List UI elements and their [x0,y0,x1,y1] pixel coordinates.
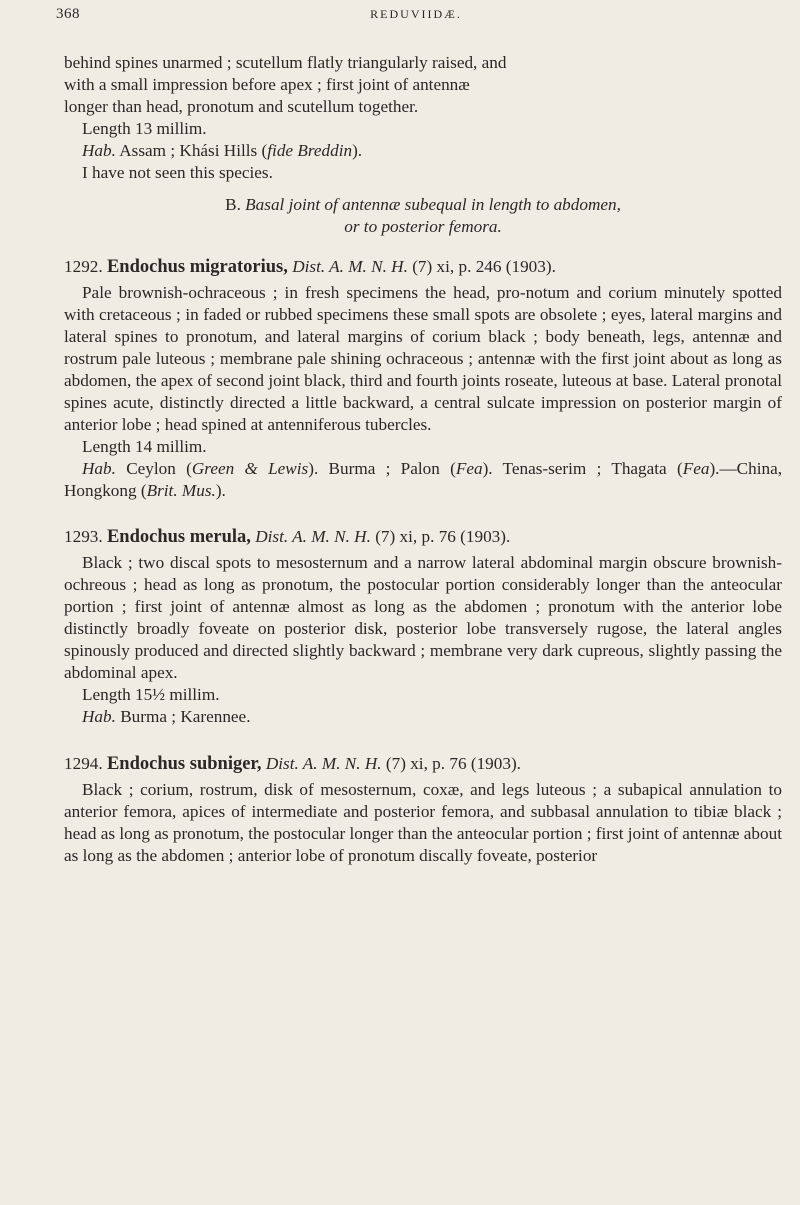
body-text [64,52,782,867]
hab-label: Hab. [82,141,116,160]
species-name: Endochus migratorius, [106,257,288,277]
intro-line: behind spines unarmed ; scutellum flatly triangularly raised, and [64,53,507,72]
species-description: Black ; corium, rostrum, disk of mesosternum, coxæ, and legs luteous ; a subapical annulation to anterior femora, apices of intermediate and posterior femora, and subbasal annulation to tibiæ black ; head as long as pronotum, the postocular longer than the anteocular portion ; first joint of antennæ about as long as the abdomen ; anterior lobe of pronotum discally foveate, posterior [64,780,782,865]
page-header [56,6,776,28]
species-description: Black ; two discal spots to mesosternum and a narrow lateral abdominal margin obscure brownish-ochreous ; head as long as pronotum, the postocular portion considerably longer than the anteocular portion ; first joint of antennæ almost as long as the abdomen ; pronotum with the anterior lobe distinctly broadly foveate on posterior disk, posterior lobe transversely rugose, the lateral angles spinously produced and directed slightly backward ; membrane very dark cupreous, slightly passing the abdominal apex. [64,553,782,682]
species-description: Pale brownish-ochraceous ; in fresh specimens the head, pro-notum and corium minutely spotted with cretaceous ; in faded or rubbed specimens these small spots are obsolete ; eyes, lateral margins and lateral spines to pronotum, and lateral margins of corium black ; body beneath, legs, antennæ and rostrum pale luteous ; membrane pale shining ochraceous ; antennæ with the first joint about as long as abdomen, the apex of second joint black, third and fourth joints roseate, luteous at base. Lateral pronotal spines acute, distinctly directed a little backward, a central sulcate impression on posterior margin of anterior lobe ; head spined at antenniferous tubercles. [64,283,782,434]
species-name: Endochus merula, [106,527,251,547]
section-b-line1: Basal joint of antennæ subequal in length to abdomen, [245,195,621,214]
section-b-line2: or to posterior femora. [344,217,502,236]
section-letter: B. [225,195,241,214]
page-number: 368 [56,6,80,22]
hab-label: Hab. [82,459,116,478]
hab-text: Assam ; Khási Hills ( [115,141,268,160]
hab-end: ). [352,141,363,160]
species-ref: (7) xi, p. 76 (1903). [381,754,521,773]
species-ref-italic: Dist. A. M. N. H. [255,527,371,546]
species-heading [64,753,782,775]
intro-note: I have not seen this species. [82,163,273,182]
species-number: 1293. [64,527,103,546]
hab-italic: fide Breddin [267,141,353,160]
hab-italic: Fea [455,459,483,478]
species-length: Length 15½ millim. [82,685,220,704]
intro-line: longer than head, pronotum and scutellum together. [64,97,419,116]
hab-text: ). Tenas-serim ; Thagata ( [482,459,683,478]
species-number: 1292. [64,257,103,276]
intro-habitat [64,140,782,162]
section-b-heading [64,194,782,216]
hab-text: Ceylon ( [115,459,192,478]
species-heading [64,256,782,278]
hab-label: Hab. [82,707,116,726]
intro-length: Length 13 millim. [82,119,207,138]
hab-text: ). Burma ; Palon ( [308,459,456,478]
intro-line: with a small impression before apex ; first joint of antennæ [64,75,470,94]
species-name: Endochus subniger, [106,754,262,774]
species-ref-italic: Dist. A. M. N. H. [292,257,408,276]
species-habitat [64,458,782,502]
hab-text: ). [215,481,226,500]
hab-italic: Fea [682,459,710,478]
running-title: REDUVIIDÆ. [370,7,462,21]
species-number: 1294. [64,754,103,773]
hab-italic: Brit. Mus. [146,481,216,500]
hab-italic: Green & Lewis [191,459,309,478]
species-ref: (7) xi, p. 246 (1903). [407,257,556,276]
species-ref-italic: Dist. A. M. N. H. [265,754,382,773]
species-length: Length 14 millim. [82,437,207,456]
species-habitat [64,706,782,728]
species-heading [64,526,782,548]
species-ref: (7) xi, p. 76 (1903). [370,527,511,546]
hab-text: ).—China, Hongkong ( [64,459,782,500]
hab-text: Burma ; Karennee. [115,707,251,726]
